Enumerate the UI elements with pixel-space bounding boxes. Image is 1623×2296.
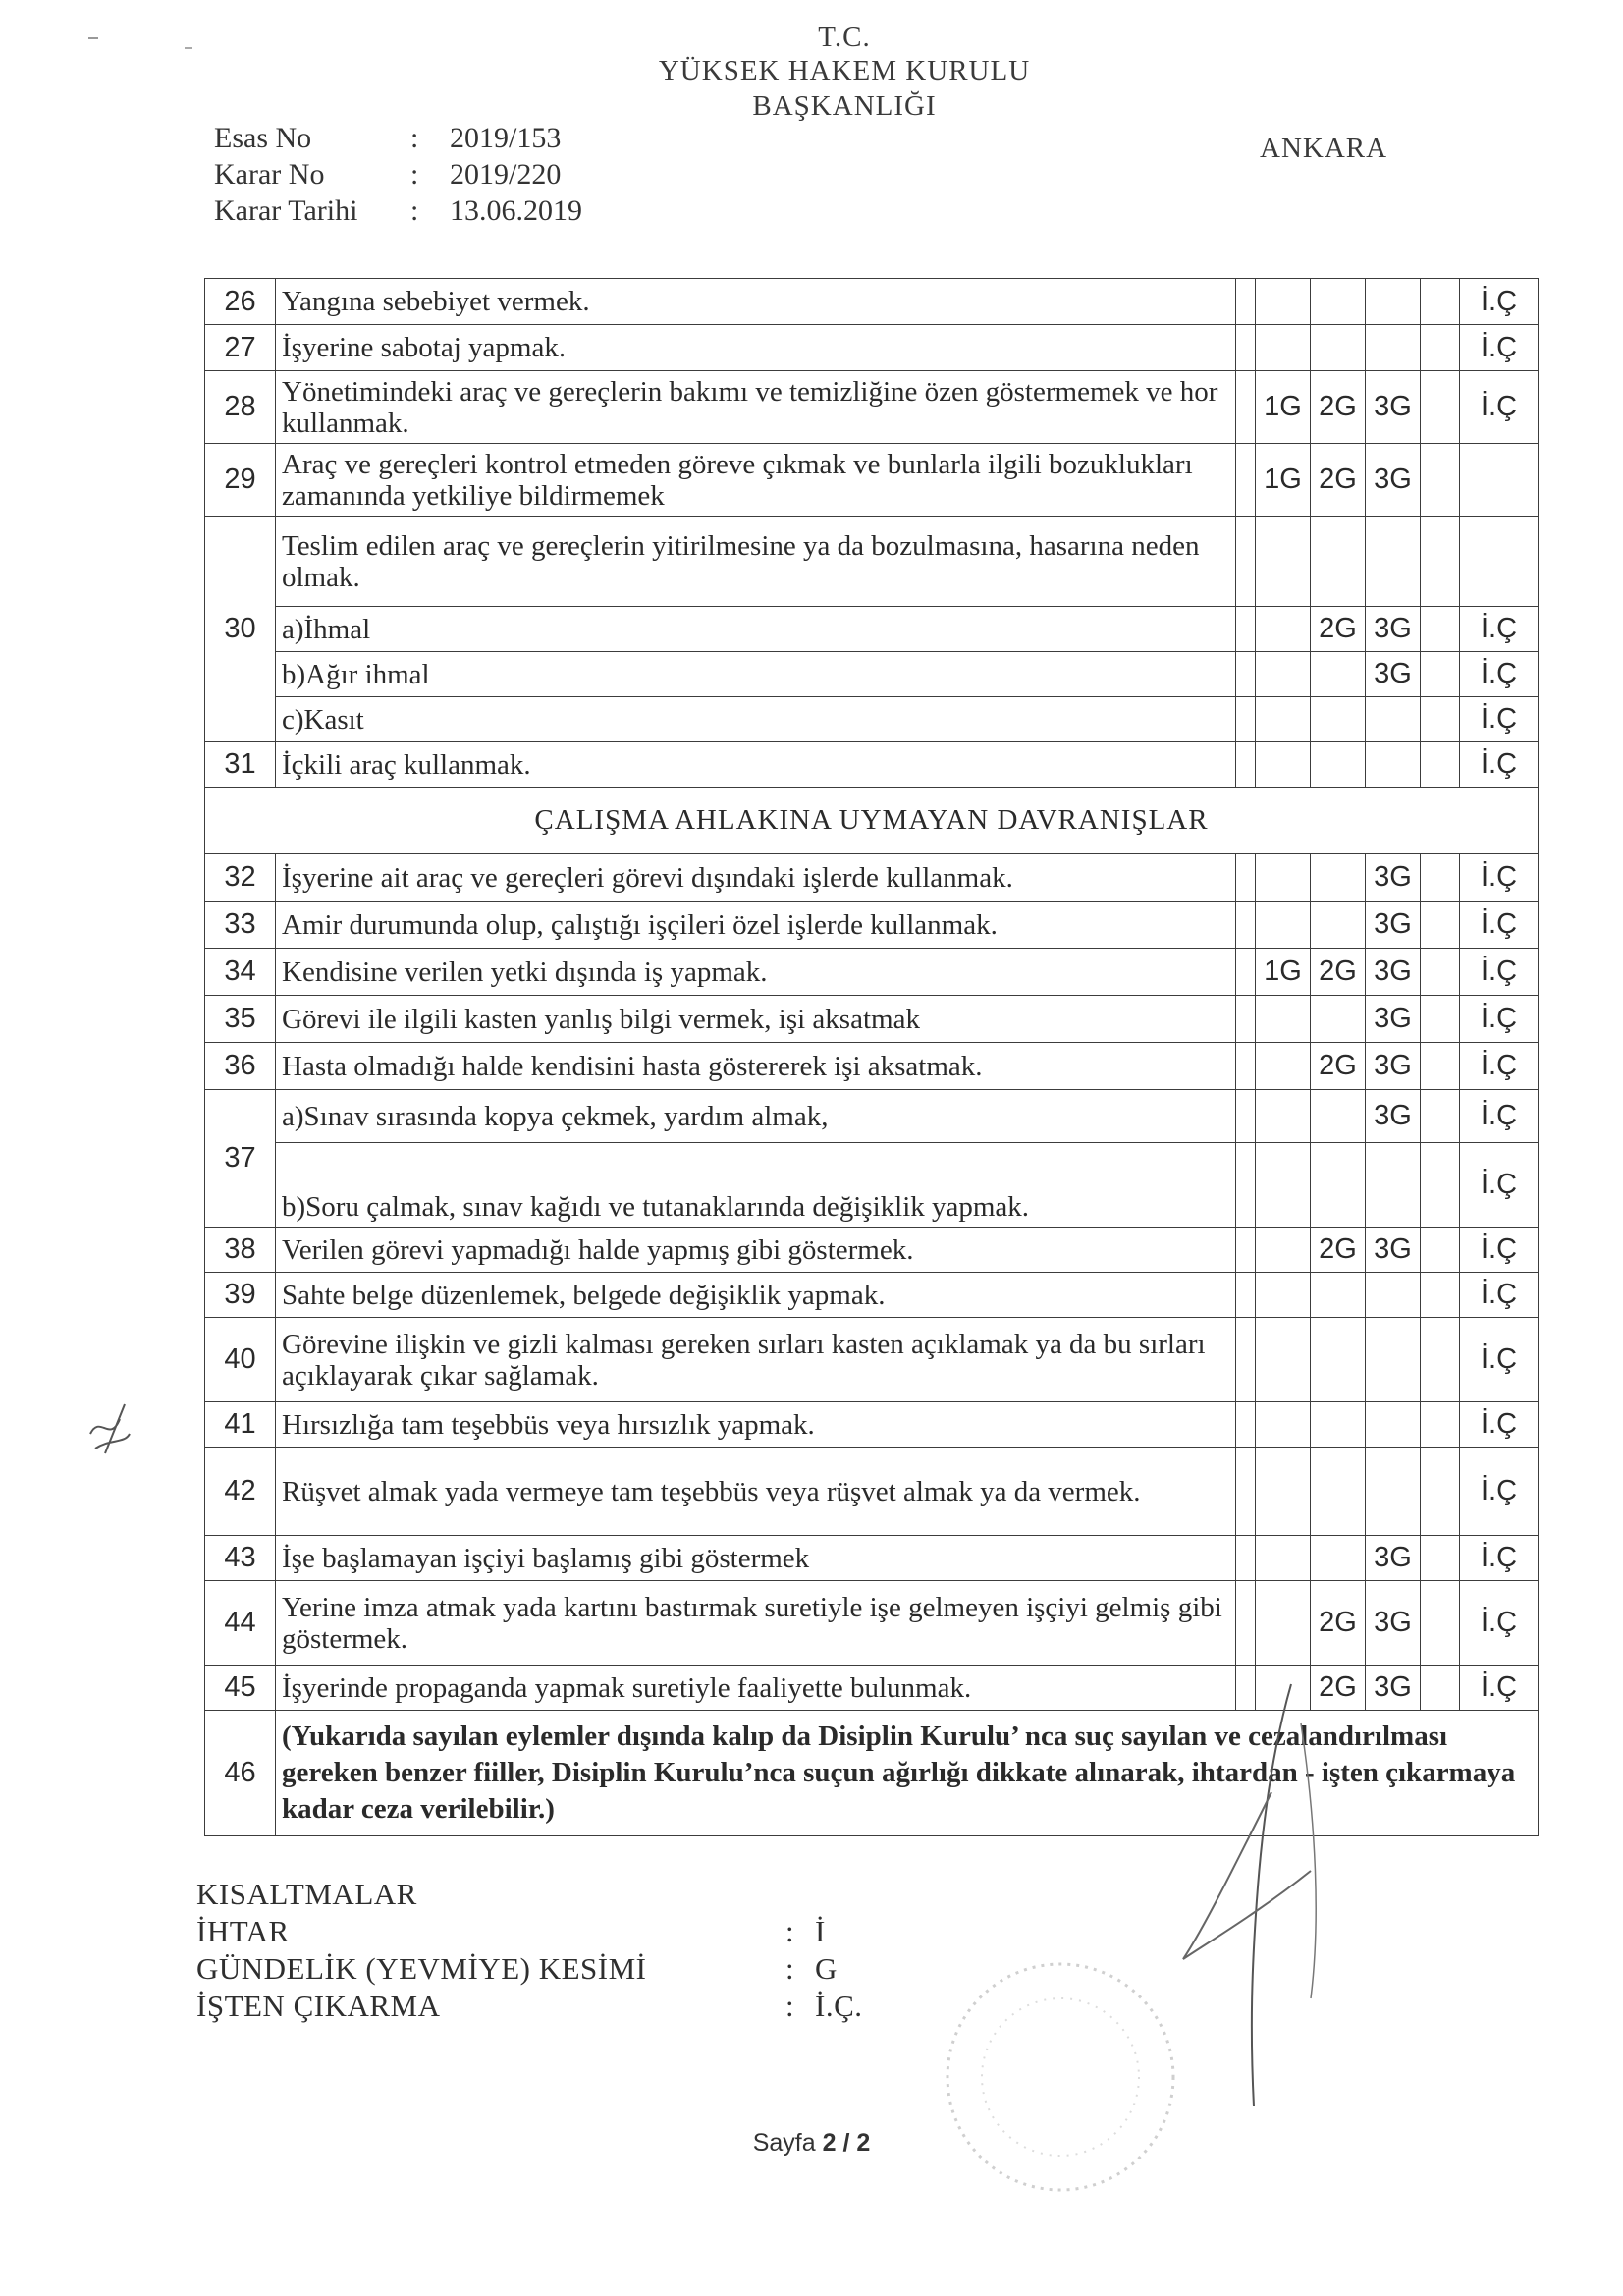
header-tc: T.C. xyxy=(818,22,871,53)
g2-cell: 2G xyxy=(1311,371,1366,444)
row-text: Araç ve gereçleri kontrol etmeden göreve çıkmak ve bunlarla ilgili bozuklukları zamanında yetkiliye bildirmemek xyxy=(276,444,1236,517)
g2-cell: 2G xyxy=(1311,1228,1366,1273)
ic-cell: İ.Ç xyxy=(1460,1143,1539,1228)
ic-cell: İ.Ç xyxy=(1460,1448,1539,1536)
row-number: 34 xyxy=(205,949,276,996)
row-number: 29 xyxy=(205,444,276,517)
ic-cell: İ.Ç xyxy=(1460,697,1539,742)
meta-value: 2019/153 xyxy=(450,122,562,154)
table-row xyxy=(205,1536,1539,1581)
abbreviation-item xyxy=(196,1950,863,1988)
meta-label: Karar No xyxy=(214,158,325,191)
row-text: c)Kasıt xyxy=(276,697,1236,742)
ic-cell: İ.Ç xyxy=(1460,1090,1539,1143)
row-text: Hırsızlığa tam teşebbüs veya hırsızlık yapmak. xyxy=(276,1402,1236,1448)
row-number: 28 xyxy=(205,371,276,444)
g2-cell: 2G xyxy=(1311,1043,1366,1090)
scan-mark xyxy=(185,47,192,49)
row-number: 45 xyxy=(205,1666,276,1711)
g3-cell: 3G xyxy=(1366,1666,1421,1711)
table-row xyxy=(205,996,1539,1043)
g2-cell: 2G xyxy=(1311,607,1366,652)
row-number: 41 xyxy=(205,1402,276,1448)
row-text: Verilen görevi yapmadığı halde yapmış gibi göstermek. xyxy=(276,1228,1236,1273)
row-number: 33 xyxy=(205,902,276,949)
ic-cell: İ.Ç xyxy=(1460,279,1539,325)
table-row xyxy=(205,607,1539,652)
ic-cell: İ.Ç xyxy=(1460,854,1539,902)
g3-cell: 3G xyxy=(1366,902,1421,949)
seal-icon xyxy=(923,1949,1198,2205)
abbr-label: İŞTEN ÇIKARMA xyxy=(196,1989,441,2023)
row-number: 42 xyxy=(205,1448,276,1536)
ic-cell: İ.Ç xyxy=(1460,371,1539,444)
meta-value: 2019/220 xyxy=(450,158,562,191)
row-number: 35 xyxy=(205,996,276,1043)
row-text: İşyerine sabotaj yapmak. xyxy=(276,325,1236,371)
g1-cell: 1G xyxy=(1256,949,1311,996)
abbr-label: GÜNDELİK (YEVMİYE) KESİMİ xyxy=(196,1951,647,1986)
abbr-value: İ.Ç. xyxy=(815,1989,863,2023)
header-city: ANKARA xyxy=(1260,133,1388,164)
row-text: Kendisine verilen yetki dışında iş yapmak. xyxy=(276,949,1236,996)
table-row xyxy=(205,1711,1539,1836)
ic-cell: İ.Ç xyxy=(1460,1318,1539,1402)
row-text: İşyerinde propaganda yapmak suretiyle faaliyette bulunmak. xyxy=(276,1666,1236,1711)
abbr-value: G xyxy=(815,1951,838,1986)
table-row xyxy=(205,1581,1539,1666)
page-current: 2 xyxy=(822,2129,837,2157)
ic-cell: İ.Ç xyxy=(1460,1402,1539,1448)
ic-cell: İ.Ç xyxy=(1460,996,1539,1043)
row-number: 46 xyxy=(205,1711,276,1836)
g3-cell: 3G xyxy=(1366,1536,1421,1581)
row-text: Sahte belge düzenlemek, belgede değişiklik yapmak. xyxy=(276,1273,1236,1318)
ic-cell: İ.Ç xyxy=(1460,949,1539,996)
table-row xyxy=(205,1043,1539,1090)
abbreviations xyxy=(196,1876,863,2025)
row-text: Rüşvet almak yada vermeye tam teşebbüs veya rüşvet almak ya da vermek. xyxy=(276,1448,1236,1536)
meta-sep: : xyxy=(410,194,419,227)
row-text: İçkili araç kullanmak. xyxy=(276,742,1236,788)
header-department: BAŞKANLIĞI xyxy=(752,90,937,122)
g3-cell: 3G xyxy=(1366,1043,1421,1090)
g3-cell: 3G xyxy=(1366,1581,1421,1666)
table-row xyxy=(205,1448,1539,1536)
page-sep: / xyxy=(842,2129,850,2157)
g3-cell: 3G xyxy=(1366,607,1421,652)
g3-cell: 3G xyxy=(1366,1090,1421,1143)
row-number: 40 xyxy=(205,1318,276,1402)
initials-icon xyxy=(81,1394,139,1463)
g3-cell: 3G xyxy=(1366,949,1421,996)
meta-label: Esas No xyxy=(214,122,312,154)
table-row xyxy=(205,1090,1539,1143)
table-row xyxy=(205,854,1539,902)
table-row xyxy=(205,1666,1539,1711)
row-text: b)Ağır ihmal xyxy=(276,652,1236,697)
row-number: 31 xyxy=(205,742,276,788)
ic-cell: İ.Ç xyxy=(1460,1536,1539,1581)
page-total: 2 xyxy=(856,2129,871,2157)
g3-cell: 3G xyxy=(1366,652,1421,697)
table-row xyxy=(205,697,1539,742)
ic-cell: İ.Ç xyxy=(1460,1666,1539,1711)
section-heading: ÇALIŞMA AHLAKINA UYMAYAN DAVRANIŞLAR xyxy=(205,788,1539,854)
abbr-sep: : xyxy=(785,1989,795,2023)
meta-karar-no xyxy=(214,156,582,192)
table-row xyxy=(205,279,1539,325)
row-number: 38 xyxy=(205,1228,276,1273)
table-row xyxy=(205,652,1539,697)
table-row xyxy=(205,742,1539,788)
table-row xyxy=(205,444,1539,517)
scan-mark xyxy=(88,37,98,39)
table-row xyxy=(205,1402,1539,1448)
ic-cell: İ.Ç xyxy=(1460,1228,1539,1273)
table-row xyxy=(205,1228,1539,1273)
row-text: Yangına sebebiyet vermek. xyxy=(276,279,1236,325)
row-text: Yerine imza atmak yada kartını bastırmak suretiyle işe gelmeyen işçiyi gelmiş gibi göstermek. xyxy=(276,1581,1236,1666)
g3-cell: 3G xyxy=(1366,996,1421,1043)
row-number: 44 xyxy=(205,1581,276,1666)
row-text: Görevine ilişkin ve gizli kalması gereken sırları kasten açıklamak ya da bu sırları açıklayarak çıkar sağlamak. xyxy=(276,1318,1236,1402)
abbr-sep: : xyxy=(785,1914,795,1948)
g3-cell: 3G xyxy=(1366,1228,1421,1273)
meta-label: Karar Tarihi xyxy=(214,194,358,227)
abbreviation-item xyxy=(196,1913,863,1950)
table-row xyxy=(205,949,1539,996)
row-text: Görevi ile ilgili kasten yanlış bilgi vermek, işi aksatmak xyxy=(276,996,1236,1043)
table-row xyxy=(205,325,1539,371)
page-number xyxy=(0,2129,1623,2158)
g3-cell: 3G xyxy=(1366,444,1421,517)
row-text: b)Soru çalmak, sınav kağıdı ve tutanaklarında değişiklik yapmak. xyxy=(276,1143,1236,1228)
row-number: 30 xyxy=(205,517,276,742)
meta-value: 13.06.2019 xyxy=(450,194,582,227)
ic-cell: İ.Ç xyxy=(1460,607,1539,652)
row-number: 26 xyxy=(205,279,276,325)
header-institution: YÜKSEK HAKEM KURULU xyxy=(658,55,1031,86)
g1-cell: 1G xyxy=(1256,371,1311,444)
ic-cell: İ.Ç xyxy=(1460,1273,1539,1318)
row-number: 37 xyxy=(205,1090,276,1228)
g3-cell: 3G xyxy=(1366,854,1421,902)
row-number: 27 xyxy=(205,325,276,371)
page-prefix: Sayfa xyxy=(752,2129,816,2157)
abbr-sep: : xyxy=(785,1951,795,1986)
ic-cell: İ.Ç xyxy=(1460,1043,1539,1090)
table-row xyxy=(205,517,1539,607)
row-number: 43 xyxy=(205,1536,276,1581)
meta-sep: : xyxy=(410,158,419,191)
g2-cell: 2G xyxy=(1311,1581,1366,1666)
row-number: 36 xyxy=(205,1043,276,1090)
meta-esas-no xyxy=(214,120,582,156)
section-row xyxy=(205,788,1539,854)
g1-cell: 1G xyxy=(1256,444,1311,517)
row-number: 32 xyxy=(205,854,276,902)
g3-cell: 3G xyxy=(1366,371,1421,444)
table-row xyxy=(205,1318,1539,1402)
ic-cell: İ.Ç xyxy=(1460,1581,1539,1666)
table-row xyxy=(205,1143,1539,1228)
table-row xyxy=(205,371,1539,444)
ic-cell: İ.Ç xyxy=(1460,652,1539,697)
penalty-table xyxy=(204,278,1539,1836)
abbreviation-item xyxy=(196,1988,863,2025)
ic-cell: İ.Ç xyxy=(1460,742,1539,788)
meta-karar-tarihi xyxy=(214,192,582,229)
ic-cell: İ.Ç xyxy=(1460,325,1539,371)
table-row xyxy=(205,1273,1539,1318)
meta-sep: : xyxy=(410,122,419,154)
row-text: İşe başlamayan işçiyi başlamış gibi göstermek xyxy=(276,1536,1236,1581)
row-text: Teslim edilen araç ve gereçlerin yitirilmesine ya da bozulmasına, hasarına neden olmak. xyxy=(276,517,1236,607)
case-meta xyxy=(214,120,582,229)
g2-cell: 2G xyxy=(1311,1666,1366,1711)
abbr-label: İHTAR xyxy=(196,1914,290,1948)
table-row xyxy=(205,902,1539,949)
row-text: Yönetimindeki araç ve gereçlerin bakımı ve temizliğine özen göstermemek ve hor kullanmak. xyxy=(276,371,1236,444)
row-text: Hasta olmadığı halde kendisini hasta göstererek işi aksatmak. xyxy=(276,1043,1236,1090)
row-text: a)Sınav sırasında kopya çekmek, yardım almak, xyxy=(276,1090,1236,1143)
g2-cell: 2G xyxy=(1311,444,1366,517)
abbreviations-title: KISALTMALAR xyxy=(196,1877,417,1911)
abbr-value: İ xyxy=(815,1914,826,1948)
row-text: (Yukarıda sayılan eylemler dışında kalıp da Disiplin Kurulu’ nca suç sayılan ve cezalandırılması gereken benzer fiiller, Disiplin Kurulu’nca suçun ağırlığı dikkate alınarak, ihtardan - işten çıkarmaya kadar ceza verilebilir.) xyxy=(276,1711,1539,1836)
g2-cell: 2G xyxy=(1311,949,1366,996)
row-text: a)İhmal xyxy=(276,607,1236,652)
ic-cell: İ.Ç xyxy=(1460,902,1539,949)
row-number: 39 xyxy=(205,1273,276,1318)
row-text: İşyerine ait araç ve gereçleri görevi dışındaki işlerde kullanmak. xyxy=(276,854,1236,902)
row-text: Amir durumunda olup, çalıştığı işçileri özel işlerde kullanmak. xyxy=(276,902,1236,949)
